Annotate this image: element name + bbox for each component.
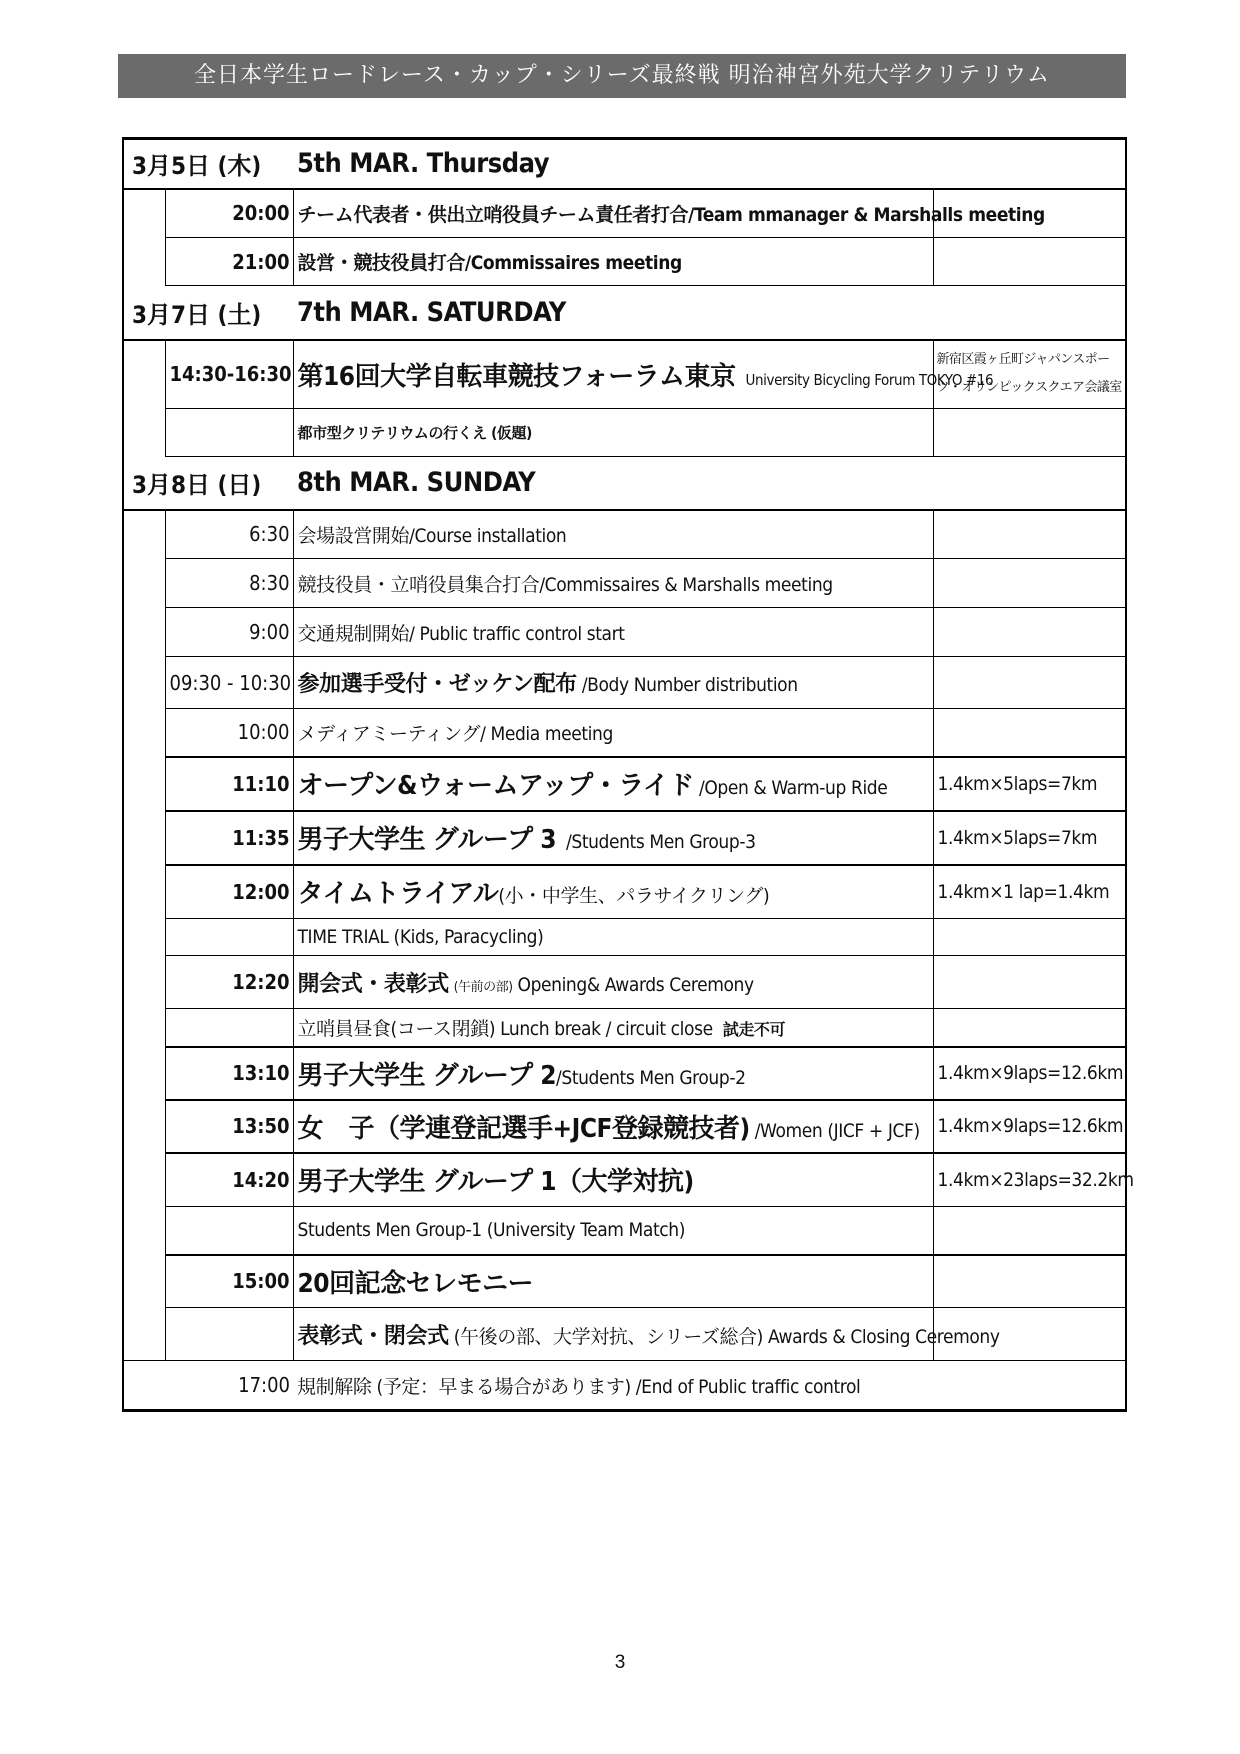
row-subtitle: /Open & Warm-up Ride [698,777,888,799]
row-distance: 1.4km×5laps=7km [933,757,1126,811]
schedule-table [122,137,1134,1412]
schedule-row [123,919,1126,956]
schedule-row [123,1255,1126,1308]
row-time [165,1009,293,1047]
row-note [933,238,1126,286]
row-description [293,956,933,1009]
row-time: 20:00 [165,189,293,238]
row-time: 21:00 [165,238,293,286]
row-description [293,1153,933,1207]
row-time: 14:30-16:30 [165,340,293,409]
schedule-row [123,409,1126,457]
row-description: 都市型クリテリウムの行くえ (仮題) [293,409,933,457]
row-description: 競技役員・立哨役員集合打合/Commissaires & Marshalls meeting [293,559,933,608]
schedule-row [123,1207,1126,1255]
schedule-row [123,189,1126,238]
row-time: 11:35 [165,811,293,865]
row-warning: 試走不可 [722,1019,786,1039]
row-note [933,709,1126,757]
row-description: 規制解除 (予定：早まる場合があります) /End of Public traffic control [293,1361,1126,1411]
row-title: 男子大学生 グループ 1（大学対抗) [297,1167,694,1198]
row-subtitle: (小・中学生、パラサイクリング) [498,885,770,908]
row-time: 13:10 [165,1047,293,1100]
day-date: 3月5日 (木) [123,139,293,189]
day-header-mar5 [123,139,1126,189]
row-time [165,409,293,457]
schedule-row [123,1308,1126,1361]
row-venue: 新宿区霞ヶ丘町ジャパンスポーツ・オリンピックスクエア会議室 [933,340,1126,409]
row-note [933,1207,1126,1255]
row-subtitle: /Students Men Group-2 [556,1066,746,1089]
row-time: 12:20 [165,956,293,1009]
schedule-row [123,340,1126,409]
row-description: 会場設営開始/Course installation [293,510,933,559]
row-subtitle: /Students Men Group-3 [566,831,756,853]
row-description [293,1255,933,1308]
schedule-row [123,757,1126,811]
row-description: 設営・競技役員打合/Commissaires meeting [293,238,933,286]
schedule-row [123,559,1126,608]
row-time: 14:20 [165,1153,293,1207]
row-description [293,757,933,811]
day-label: 8th MAR. SUNDAY [293,457,1126,510]
row-note [933,657,1126,709]
row-subtitle: /Body Number distribution [581,674,798,696]
row-time: 9:00 [165,608,293,657]
day-date: 3月7日 (土) [123,286,293,340]
row-description: TIME TRIAL (Kids, Paracycling) [293,919,933,956]
row-time: 8:30 [165,559,293,608]
row-description [293,1047,933,1100]
row-note-small: (午前の部) [453,979,513,995]
schedule-row [123,238,1126,286]
row-note [933,1009,1126,1047]
schedule-row [123,1100,1126,1153]
day-date: 3月8日 (日) [123,457,293,510]
row-time: 09:30 - 10:30 [165,657,293,709]
row-subtitle: Opening& Awards Ceremony [517,973,754,996]
row-note [933,510,1126,559]
schedule-row [123,1047,1126,1100]
row-time: 11:10 [165,757,293,811]
document-header-banner [118,54,1126,98]
row-description: メディアミーティング/ Media meeting [293,709,933,757]
schedule-row [123,608,1126,657]
row-time: 10:00 [165,709,293,757]
row-title: 20回記念セレモニー [297,1268,534,1299]
schedule-row [123,657,1126,709]
row-description [293,1100,933,1153]
row-description: チーム代表者・供出立哨役員チーム責任者打合/Team mmanager & Marshalls meeting [293,189,933,238]
row-note [933,919,1126,956]
page-number: 3 [614,1652,626,1673]
schedule-row [123,1009,1126,1047]
row-title: タイムトライアル [297,879,499,910]
row-description [293,811,933,865]
row-description [293,657,933,709]
row-title: 男子大学生 グループ 2 [297,1060,556,1091]
row-title: 表彰式・閉会式 [297,1323,449,1349]
row-distance: 1.4km×23laps=32.2km [933,1153,1126,1207]
row-time: 15:00 [165,1255,293,1308]
row-description [293,1009,933,1047]
row-description: 交通規制開始/ Public traffic control start [293,608,933,657]
day-header-mar8 [123,457,1126,510]
row-title: 開会式・表彰式 [297,971,449,997]
row-note [933,608,1126,657]
day-header-mar7 [123,286,1126,340]
row-note [933,409,1126,457]
schedule-row [123,510,1126,559]
row-note [933,956,1126,1009]
row-time: 17:00 [165,1361,293,1411]
row-title: 参加選手受付・ゼッケン配布 [297,672,577,697]
row-title: 第16回大学自転車競技フォーラム東京 [297,361,736,392]
row-time [165,1207,293,1255]
row-time [165,919,293,956]
row-text: 立哨員昼食(コース閉鎖) Lunch break / circuit close [297,1017,713,1040]
row-description [293,865,933,919]
schedule-row [123,709,1126,757]
row-distance: 1.4km×5laps=7km [933,811,1126,865]
row-time [165,1308,293,1361]
row-subtitle: /Women (JICF + JCF) [754,1119,920,1142]
schedule-row [123,956,1126,1009]
schedule-row [123,1153,1126,1207]
row-title: オープン&ウォームアップ・ライド [297,771,694,801]
row-note [933,1255,1126,1308]
row-note [933,559,1126,608]
day-label: 5th MAR. Thursday [293,139,1126,189]
row-subtitle: (午後の部、大学対抗、シリーズ総合) Awards & Closing Ceremony [453,1325,1000,1348]
schedule-row [123,811,1126,865]
schedule-row-last [123,1361,1126,1411]
row-title: 男子大学生 グループ 3 [297,825,556,855]
row-description [293,340,994,409]
row-time: 6:30 [165,510,293,559]
row-distance: 1.4km×1 lap=1.4km [933,865,1126,919]
day-label: 7th MAR. SATURDAY [293,286,1126,340]
row-description: Students Men Group-1 (University Team Match) [293,1207,933,1255]
schedule-row [123,865,1126,919]
row-distance: 1.4km×9laps=12.6km [933,1047,1126,1100]
row-time: 13:50 [165,1100,293,1153]
row-description [293,1308,1000,1361]
document-header-title: 全日本学生ロードレース・カップ・シリーズ最終戦 明治神宮外苑大学クリテリウム [194,63,1050,88]
row-title: 女 子（学連登記選手+JCF登録競技者) [297,1113,750,1144]
row-time: 12:00 [165,865,293,919]
row-distance: 1.4km×9laps=12.6km [933,1100,1126,1153]
row-subtitle: University Bicycling Forum TOKYO #16 [745,370,994,389]
